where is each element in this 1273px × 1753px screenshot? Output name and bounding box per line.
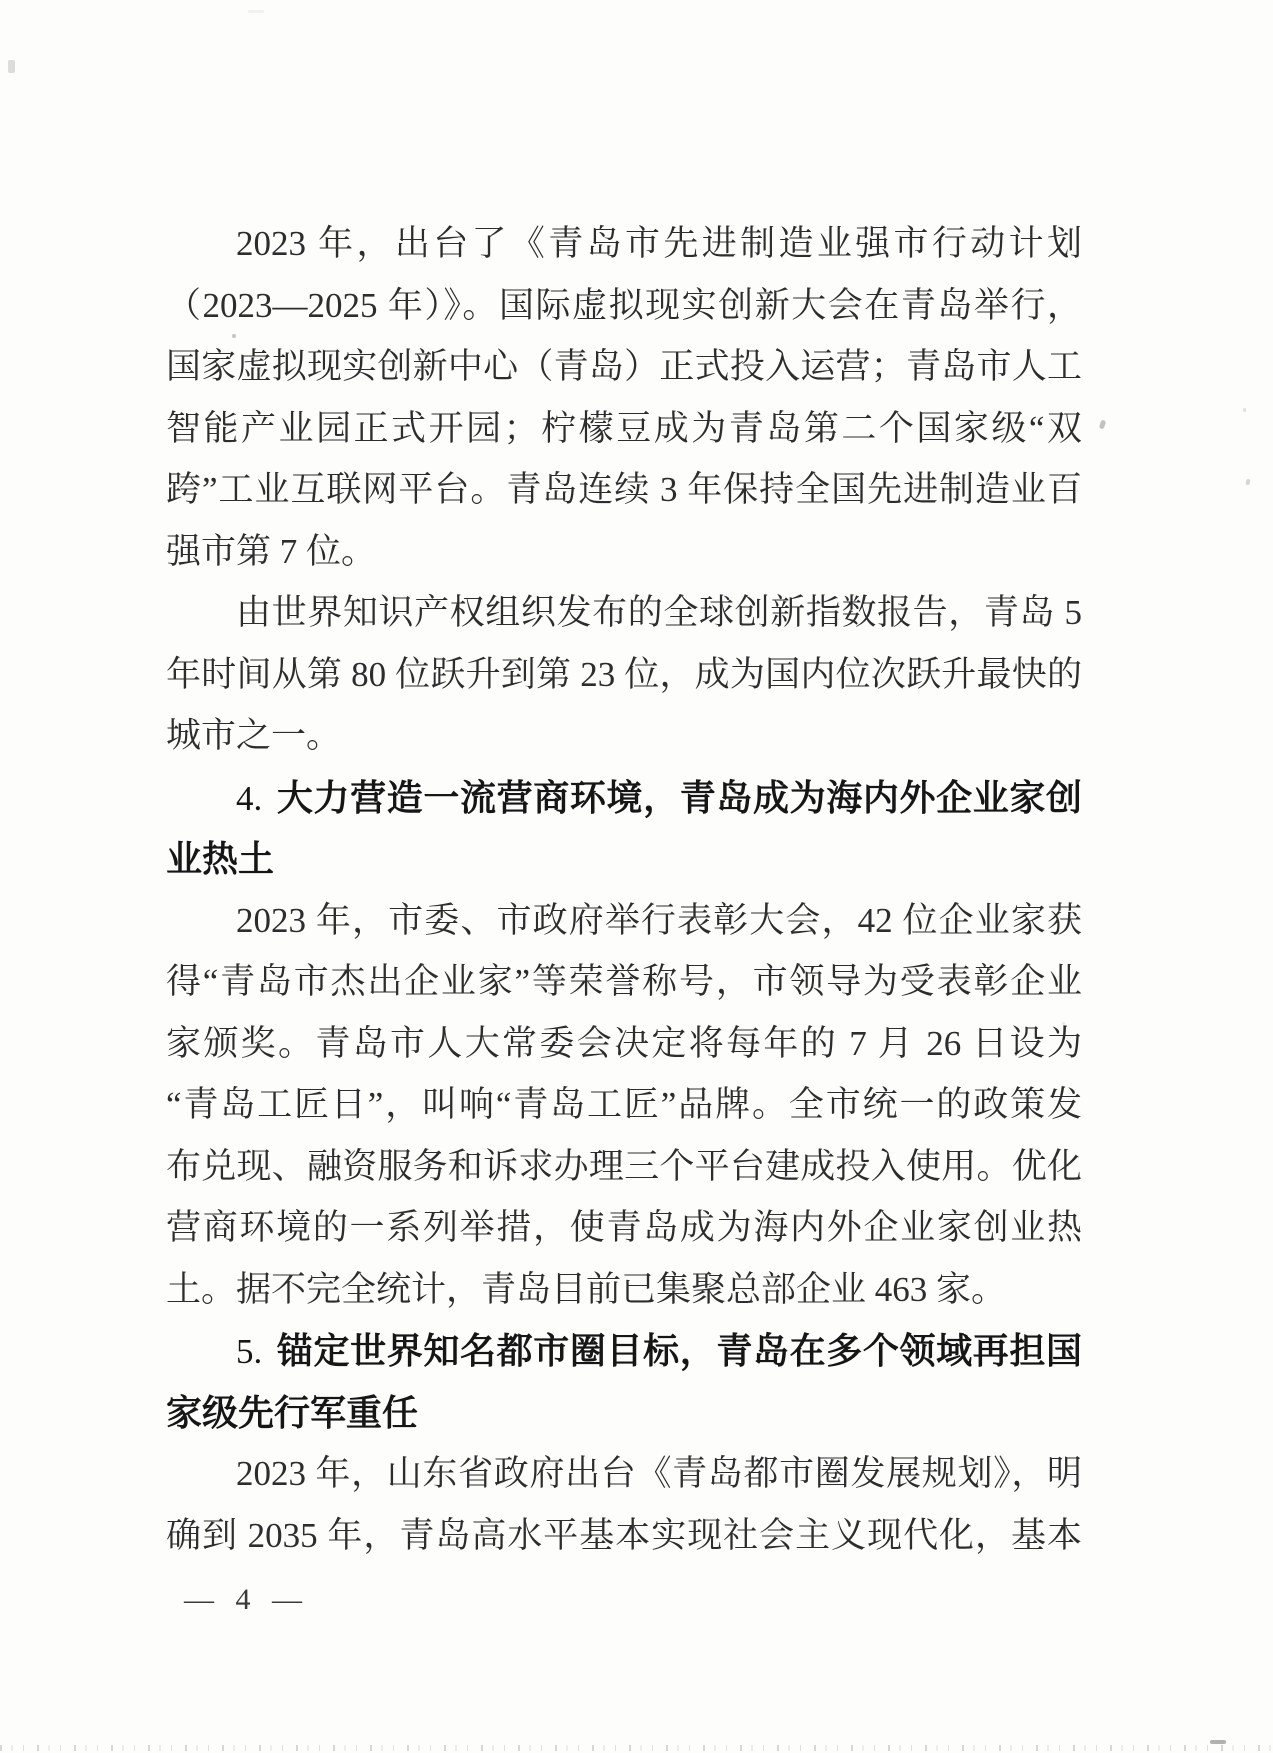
document-body: [166, 213, 1082, 1566]
text-line: “青岛工匠日”，叫响“青岛工匠”品牌。全市统一的政策发: [166, 1085, 1082, 1124]
section-heading-text: 大力营造一流营商环境，青岛成为海内外企业家创: [276, 776, 1082, 818]
text-line: 家颁奖。青岛市人大常委会决定将每年的 7 月 26 日设为: [166, 1023, 1082, 1063]
text-line: 国家虚拟现实创新中心（青岛）正式投入运营；青岛市人工: [166, 347, 1082, 386]
section-heading: 业热土: [166, 838, 275, 879]
page-number: — 4 —: [184, 1583, 309, 1616]
text-line: 由世界知识产权组织发布的全球创新指数报告，青岛 5: [236, 593, 1082, 632]
section-heading: [166, 1320, 1082, 1382]
text-line: 土。据不完全统计，青岛目前已集聚总部企业 463 家。: [166, 1269, 1007, 1309]
scan-speck: [1099, 419, 1107, 429]
section-heading: [166, 767, 1082, 829]
text-line: 2023 年，出台了《青岛市先进制造业强市行动计划: [236, 224, 1082, 263]
text-line: 得“青岛市杰出企业家”等荣誉称号，市领导为受表彰企业: [166, 962, 1082, 1001]
text-line: 营商环境的一系列举措，使青岛成为海内外企业家创业热: [166, 1208, 1082, 1247]
text-line: 年时间从第 80 位跃升到第 23 位，成为国内位次跃升最快的: [166, 654, 1082, 694]
scan-speck: [1245, 479, 1250, 486]
text-line: 城市之一。: [166, 716, 342, 755]
scan-speck: [1243, 408, 1246, 412]
scan-speck: [1062, 1022, 1065, 1025]
section-number: 5.: [236, 1332, 263, 1371]
text-line: 布兑现、融资服务和诉求办理三个平台建成投入使用。优化: [166, 1146, 1082, 1186]
section-heading: 家级先行军重任: [166, 1391, 419, 1433]
text-line: （2023—2025 年）》。国际虚拟现实创新大会在青岛举行，: [166, 285, 1082, 325]
text-line: 跨”工业互联网平台。青岛连续 3 年保持全国先进制造业百: [166, 470, 1082, 509]
text-line: 2023 年，市委、市政府举行表彰大会，42 位企业家获: [236, 900, 1082, 940]
section-number: 4.: [236, 778, 263, 818]
section-heading-text: 锚定世界知名都市圈目标，青岛在多个领域再担国: [276, 1330, 1082, 1371]
scan-speck: [248, 10, 264, 13]
text-line: 强市第 7 位。: [166, 531, 377, 571]
text-line: 确到 2035 年，青岛高水平基本实现社会主义现代化，基本: [166, 1515, 1082, 1555]
scan-edge-noise: [1210, 1740, 1226, 1744]
scan-edge-noise: [0, 1745, 1273, 1751]
scan-speck: [232, 334, 236, 338]
scan-speck: [8, 60, 15, 73]
text-line: 2023 年，山东省政府出台《青岛都市圈发展规划》，明: [236, 1454, 1082, 1493]
text-line: 智能产业园正式开园；柠檬豆成为青岛第二个国家级“双: [166, 408, 1082, 448]
